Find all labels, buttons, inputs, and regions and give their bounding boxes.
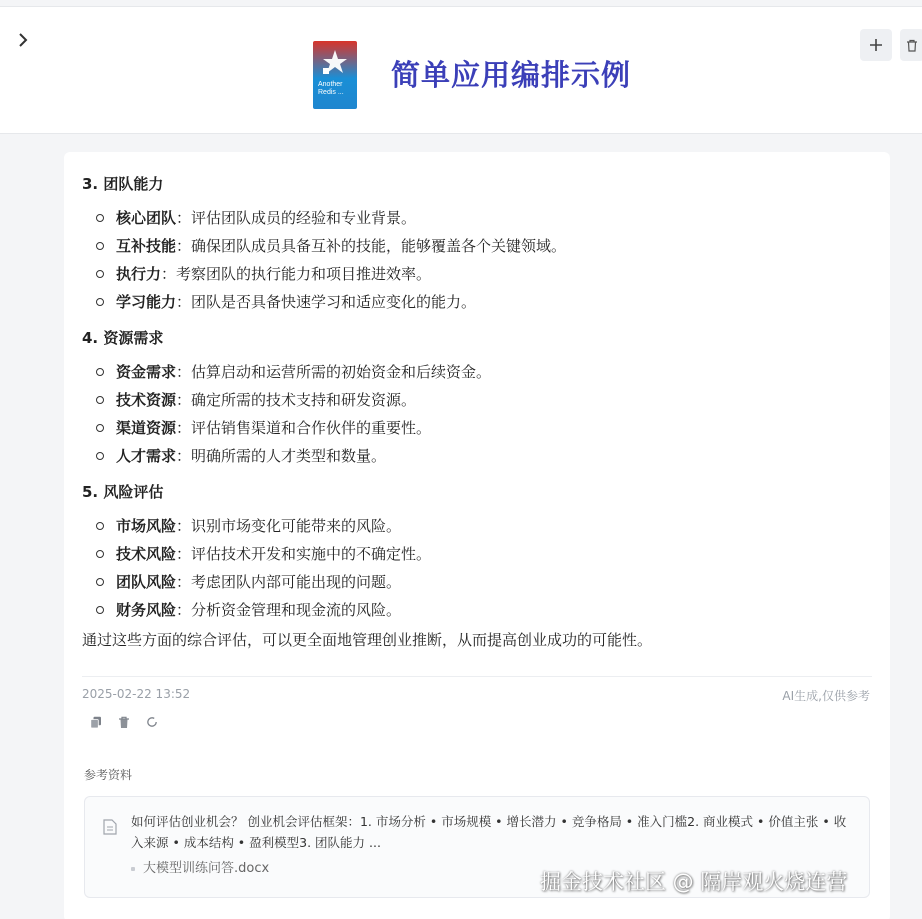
document-icon bbox=[103, 819, 117, 835]
list-item: 互补技能：确保团队成员具备互补的技能，能够覆盖各个关键领域。 bbox=[82, 232, 872, 260]
app-header bbox=[0, 6, 922, 134]
trash-icon bbox=[906, 39, 918, 52]
list-item: 市场风险：识别市场变化可能带来的风险。 bbox=[82, 512, 872, 540]
message-meta bbox=[82, 676, 872, 703]
list-item: 人才需求：明确所需的人才类型和数量。 bbox=[82, 442, 872, 470]
references-label: 参考资料 bbox=[84, 768, 133, 782]
regenerate-button[interactable] bbox=[144, 714, 160, 730]
reference-snippet: 如何评估创业机会？ 创业机会评估框架：1. 市场分析 • 市场规模 • 增长潜力 • 竞争格局 • 准入门槛2. 商业模式 • 价值主张 • 收入来源 • 成本结构 • 盈利模型3. 团队能力 ... bbox=[131, 814, 847, 850]
app-logo-icon bbox=[321, 48, 349, 76]
list-item: 技术资源：确定所需的技术支持和研发资源。 bbox=[82, 386, 872, 414]
delete-chat-button[interactable] bbox=[900, 29, 922, 61]
message-timestamp: 2025-02-22 13:52 bbox=[82, 687, 191, 701]
section-heading: 3. 团队能力 bbox=[82, 175, 164, 193]
copy-button[interactable] bbox=[88, 714, 104, 730]
section-resources bbox=[82, 324, 872, 470]
delete-message-button[interactable] bbox=[116, 714, 132, 730]
list-item: 渠道资源：评估销售渠道和合作伙伴的重要性。 bbox=[82, 414, 872, 442]
section-team bbox=[82, 170, 872, 316]
list-item: 团队风险：考虑团队内部可能出现的问题。 bbox=[82, 568, 872, 596]
list-item: 技术风险：评估技术开发和实施中的不确定性。 bbox=[82, 540, 872, 568]
app-logo bbox=[313, 41, 357, 109]
list-item: 执行力：考察团队的执行能力和项目推进效率。 bbox=[82, 260, 872, 288]
section-heading: 4. 资源需求 bbox=[82, 329, 164, 347]
expand-sidebar-chevron-icon[interactable] bbox=[14, 31, 32, 49]
list-item: 资金需求：估算启动和运营所需的初始资金和后续资金。 bbox=[82, 358, 872, 386]
assistant-message-card bbox=[64, 152, 890, 919]
reference-filename[interactable]: 大模型训练问答.docx bbox=[131, 857, 269, 876]
list-item: 核心团队：评估团队成员的经验和专业背景。 bbox=[82, 204, 872, 232]
copy-icon bbox=[90, 716, 102, 729]
section-heading: 5. 风险评估 bbox=[82, 483, 164, 501]
message-actions bbox=[88, 714, 160, 732]
plus-icon bbox=[869, 38, 883, 52]
trash-icon bbox=[118, 716, 130, 729]
list-item: 财务风险：分析资金管理和现金流的风险。 bbox=[82, 596, 872, 624]
section-risk bbox=[82, 478, 872, 624]
page-title: 简单应用编排示例 bbox=[391, 58, 632, 92]
app-logo-caption: Another Redis ... bbox=[318, 81, 344, 96]
watermark: 掘金技术社区 @ 隔岸观火烧连营 bbox=[540, 870, 848, 894]
message-content bbox=[82, 170, 872, 654]
ai-disclaimer: AI生成,仅供参考 bbox=[782, 689, 870, 703]
refresh-icon bbox=[146, 716, 158, 728]
summary-text: 通过这些方面的综合评估，可以更全面地管理创业推断，从而提高创业成功的可能性。 bbox=[82, 631, 653, 649]
new-chat-button[interactable] bbox=[860, 29, 892, 61]
list-item: 学习能力：团队是否具备快速学习和适应变化的能力。 bbox=[82, 288, 872, 316]
